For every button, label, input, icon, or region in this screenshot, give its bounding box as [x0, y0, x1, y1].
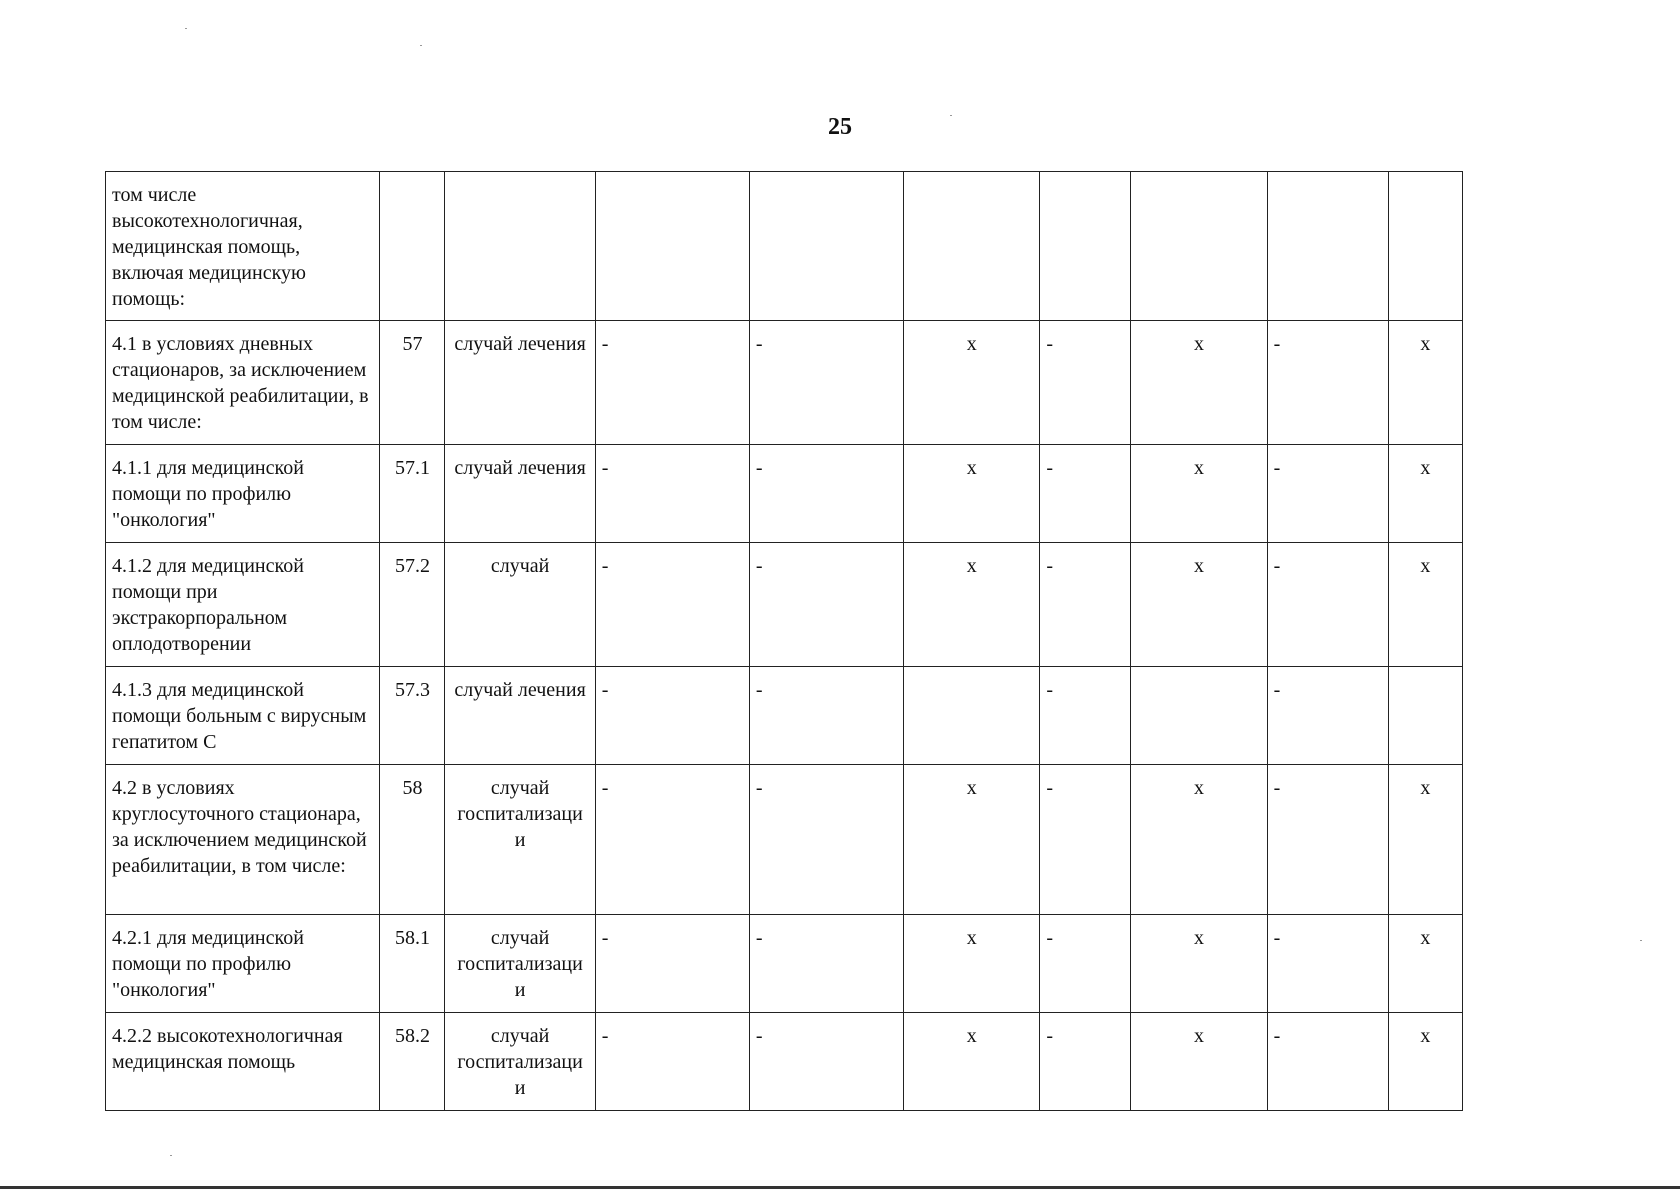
cell-col6: х [904, 765, 1040, 915]
scan-speck [170, 1155, 172, 1156]
cell-col8: х [1131, 445, 1267, 543]
cell-col7: - [1040, 1013, 1131, 1111]
table-row [106, 543, 1463, 667]
scan-speck [950, 115, 952, 116]
row-unit: случай лечения [445, 445, 595, 543]
row-unit: случай лечения [445, 321, 595, 445]
table-body [106, 172, 1463, 1111]
cell-col9: - [1267, 321, 1388, 445]
table-row [106, 667, 1463, 765]
cell-col10: х [1388, 765, 1462, 915]
row-name: 4.2 в условиях круглосуточного стационара, за исключением медицинской реабилитации, в том числе: [106, 765, 380, 915]
row-name: 4.1.2 для медицинской помощи при экстракорпоральном оплодотворении [106, 543, 380, 667]
scan-speck [1640, 940, 1642, 941]
cell-col4: - [595, 915, 749, 1013]
cell-col5: - [749, 445, 903, 543]
cell-col6 [904, 172, 1040, 321]
row-unit: случай госпитализаци и [445, 915, 595, 1013]
cell-col10: х [1388, 445, 1462, 543]
cell-col9: - [1267, 765, 1388, 915]
row-number: 57 [380, 321, 445, 445]
cell-col5: - [749, 765, 903, 915]
table-row [106, 172, 1463, 321]
cell-col5: - [749, 321, 903, 445]
cell-col4: - [595, 321, 749, 445]
cell-col6 [904, 667, 1040, 765]
cell-col4: - [595, 543, 749, 667]
cell-col5: - [749, 1013, 903, 1111]
cell-col10 [1388, 172, 1462, 321]
cell-col8 [1131, 172, 1267, 321]
cell-col8: х [1131, 765, 1267, 915]
row-name: 4.2.2 высокотехнологичная медицинская помощь [106, 1013, 380, 1111]
cell-col5: - [749, 915, 903, 1013]
cell-col8: х [1131, 1013, 1267, 1111]
cell-col7: - [1040, 667, 1131, 765]
cell-col10: х [1388, 321, 1462, 445]
row-number: 57.3 [380, 667, 445, 765]
cell-col8: х [1131, 543, 1267, 667]
bottom-rule [0, 1186, 1680, 1189]
row-number: 57.2 [380, 543, 445, 667]
row-number [380, 172, 445, 321]
row-name: 4.2.1 для медицинской помощи по профилю "онкология" [106, 915, 380, 1013]
cell-col10: х [1388, 1013, 1462, 1111]
cell-col5: - [749, 543, 903, 667]
table-row [106, 915, 1463, 1013]
cell-col7: - [1040, 915, 1131, 1013]
cell-col4: - [595, 1013, 749, 1111]
cell-col6: х [904, 321, 1040, 445]
row-number: 57.1 [380, 445, 445, 543]
row-unit: случай госпитализаци и [445, 765, 595, 915]
cell-col6: х [904, 445, 1040, 543]
cell-col5 [749, 172, 903, 321]
data-table [105, 171, 1463, 1111]
cell-col9: - [1267, 667, 1388, 765]
cell-col6: х [904, 543, 1040, 667]
cell-col8: х [1131, 915, 1267, 1013]
row-number: 58.1 [380, 915, 445, 1013]
cell-col10 [1388, 667, 1462, 765]
row-name: том числе высокотехнологичная, медицинская помощь, включая медицинскую помощь: [106, 172, 380, 321]
table-row [106, 1013, 1463, 1111]
scan-speck [185, 28, 187, 29]
cell-col8: х [1131, 321, 1267, 445]
cell-col5: - [749, 667, 903, 765]
cell-col7: - [1040, 765, 1131, 915]
cell-col7: - [1040, 445, 1131, 543]
row-name: 4.1.1 для медицинской помощи по профилю "онкология" [106, 445, 380, 543]
cell-col9: - [1267, 915, 1388, 1013]
scan-speck [420, 45, 422, 46]
row-unit: случай госпитализаци и [445, 1013, 595, 1111]
cell-col9: - [1267, 543, 1388, 667]
row-unit [445, 172, 595, 321]
cell-col4 [595, 172, 749, 321]
cell-col9 [1267, 172, 1388, 321]
cell-col7: - [1040, 543, 1131, 667]
row-number: 58.2 [380, 1013, 445, 1111]
table-row [106, 321, 1463, 445]
cell-col7 [1040, 172, 1131, 321]
row-name: 4.1.3 для медицинской помощи больным с вирусным гепатитом С [106, 667, 380, 765]
cell-col10: х [1388, 915, 1462, 1013]
table-row [106, 765, 1463, 915]
page-number: 25 [828, 114, 852, 140]
cell-col10: х [1388, 543, 1462, 667]
cell-col8 [1131, 667, 1267, 765]
cell-col6: х [904, 1013, 1040, 1111]
cell-col4: - [595, 667, 749, 765]
row-name: 4.1 в условиях дневных стационаров, за исключением медицинской реабилитации, в том числе: [106, 321, 380, 445]
cell-col4: - [595, 445, 749, 543]
cell-col7: - [1040, 321, 1131, 445]
row-unit: случай [445, 543, 595, 667]
cell-col4: - [595, 765, 749, 915]
row-unit: случай лечения [445, 667, 595, 765]
row-number: 58 [380, 765, 445, 915]
cell-col9: - [1267, 445, 1388, 543]
cell-col6: х [904, 915, 1040, 1013]
cell-col9: - [1267, 1013, 1388, 1111]
table-row [106, 445, 1463, 543]
